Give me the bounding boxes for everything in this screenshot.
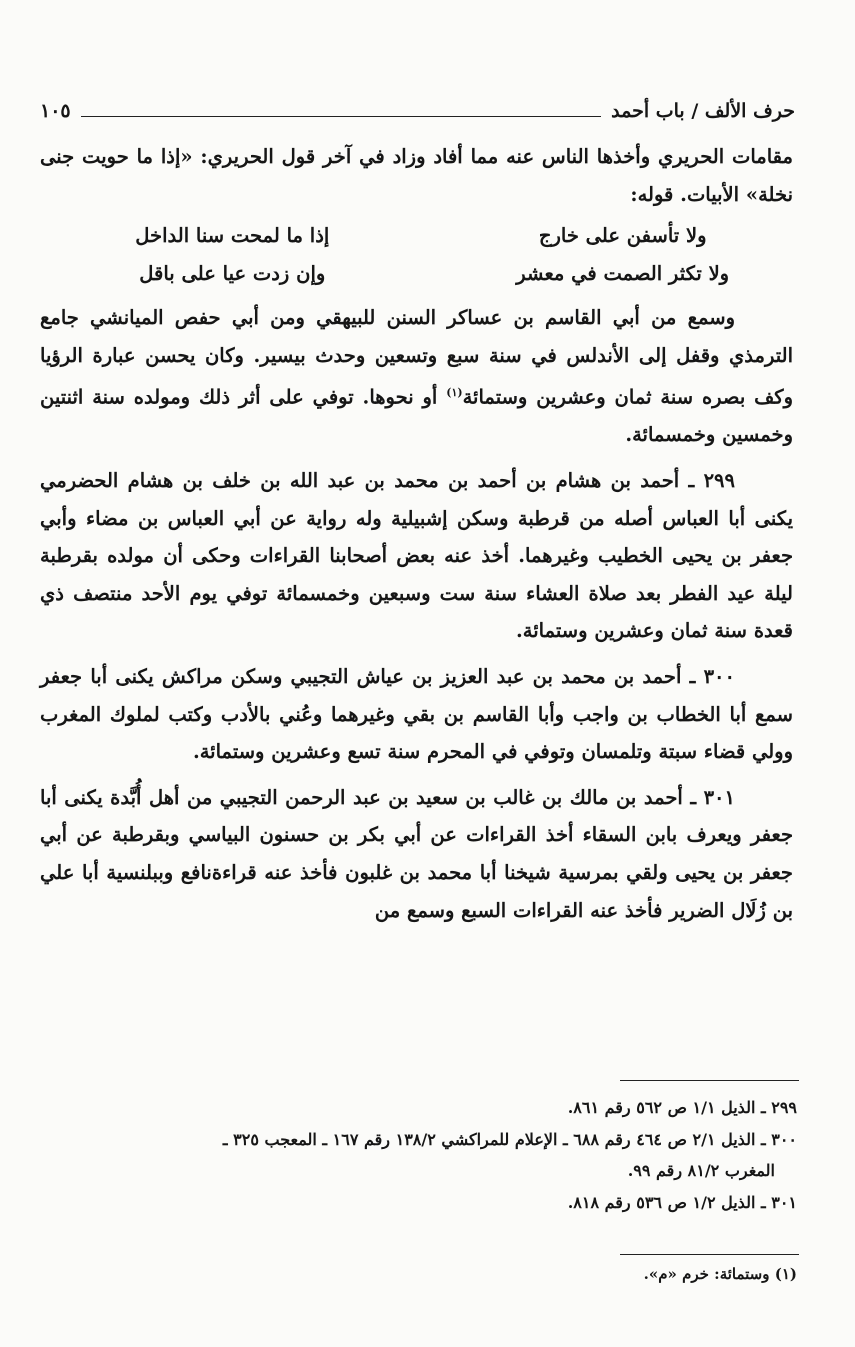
footnote-marker: (١) [446,386,463,400]
verse-line [40,255,793,293]
poem [40,217,793,293]
entry-301: ٣٠١ ـ أحمد بن مالك بن غالب بن سعيد بن عبد الرحمن التجيبي من أهل أُبَّدة يكنى أبا جعفر ويعرف بابن السقاء أخذ القراءات عن أبي بكر بن حسنون البياسي وبقرطبة عن أبي جعفر بن يحيى ولقي بمرسية شيخنا أبا محمد بن غلبون فأخذ عنه قراءةنافع وببلنسية أبا علي بن زُلَال الضرير فأخذ عنه القراءات السبع وسمع من [40,785,793,922]
paragraph-text: وسمع من أبي القاسم بن عساكر السنن للبيهقي ومن أبي حفص الميانشي جامع الترمذي وقفل إلى الأندلس في سنة سبع وتسعين وحدث بيسير. وكان يحسن عبارة الرؤيا وكف بصره سنة ثمان وعشرين وستمائة [40,306,794,409]
footnote-300-continued: المغرب ٨١/٢ رقم ٩٩. [627,1161,775,1180]
page-number: ١٠٥ [40,100,71,122]
verse-hemistich: ولا تكثر الصمت في معشر [516,262,730,286]
main-text [40,138,793,929]
entry-300: ٣٠٠ ـ أحمد بن محمد بن عبد العزيز بن عياش التجيبي وسكن مراكش يكنى أبا جعفر سمع أبا الخطاب بن واجب وأبا القاسم بن بقي وغيرهما وعُني بالأدب وكتب لملوك المغرب وولي قضاء سبتة وتلمسان وتوفي في المحرم سنة تسع وعشرين وستمائة. [40,665,793,764]
footnote-300: ٣٠٠ ـ الذيل ٢/١ ص ٤٦٤ رقم ٦٨٨ ـ الإعلام للمراكشي ١٣٨/٢ رقم ١٦٧ ـ المعجب ٣٢٥ ـ [222,1129,797,1149]
footnote-301: ٣٠١ ـ الذيل ١/٢ ص ٥٣٦ رقم ٨١٨. [567,1192,797,1212]
header-rule [81,116,602,117]
paragraph-intro: مقامات الحريري وأخذها الناس عنه مما أفاد وزاد في آخر قول الحريري: «إذا ما حويت جنى نخلة» الأبيات. قوله: [40,145,793,206]
footnote-299: ٢٩٩ ـ الذيل ١/١ ص ٥٦٢ رقم ٨٦١. [567,1098,797,1117]
running-title: حرف الألف / باب أحمد [611,100,795,122]
verse-hemistich: ولا تأسفن على خارج [538,224,707,248]
paragraph-text: أو نحوها. توفي على أثر ذلك ومولده سنة اثنتين وخمسين وخمسمائة. [40,385,793,447]
verse-hemistich: وإن زدت عيا على باقل [139,262,326,286]
verse-line [40,217,793,255]
source-footnotes [40,1092,797,1218]
page-header [40,88,795,122]
verse-hemistich: إذا ما لمحت سنا الداخل [135,224,330,248]
textual-note: (١) وستمائة: خرم «م». [643,1265,797,1283]
footnote-rule [620,1080,799,1081]
paragraph-biography [40,299,793,454]
note-rule [620,1254,799,1255]
entry-299: ٢٩٩ ـ أحمد بن هشام بن أحمد بن محمد بن عبد الله بن خلف بن هشام الحضرمي يكنى أبا العباس أصله من قرطبة وسكن إشبيلية وله رواية عن أبي العباس بن مضاء وأبي جعفر بن يحيى الخطيب وغيرهما. أخذ عنه بعض أصحابنا القراءات وحكى أن مولده بقرطبة ليلة عيد الفطر بعد صلاة العشاء سنة ست وسبعين وخمسمائة توفي يوم الأحد منتصف ذي قعدة سنة ثمان وعشرين وستمائة. [40,469,793,643]
